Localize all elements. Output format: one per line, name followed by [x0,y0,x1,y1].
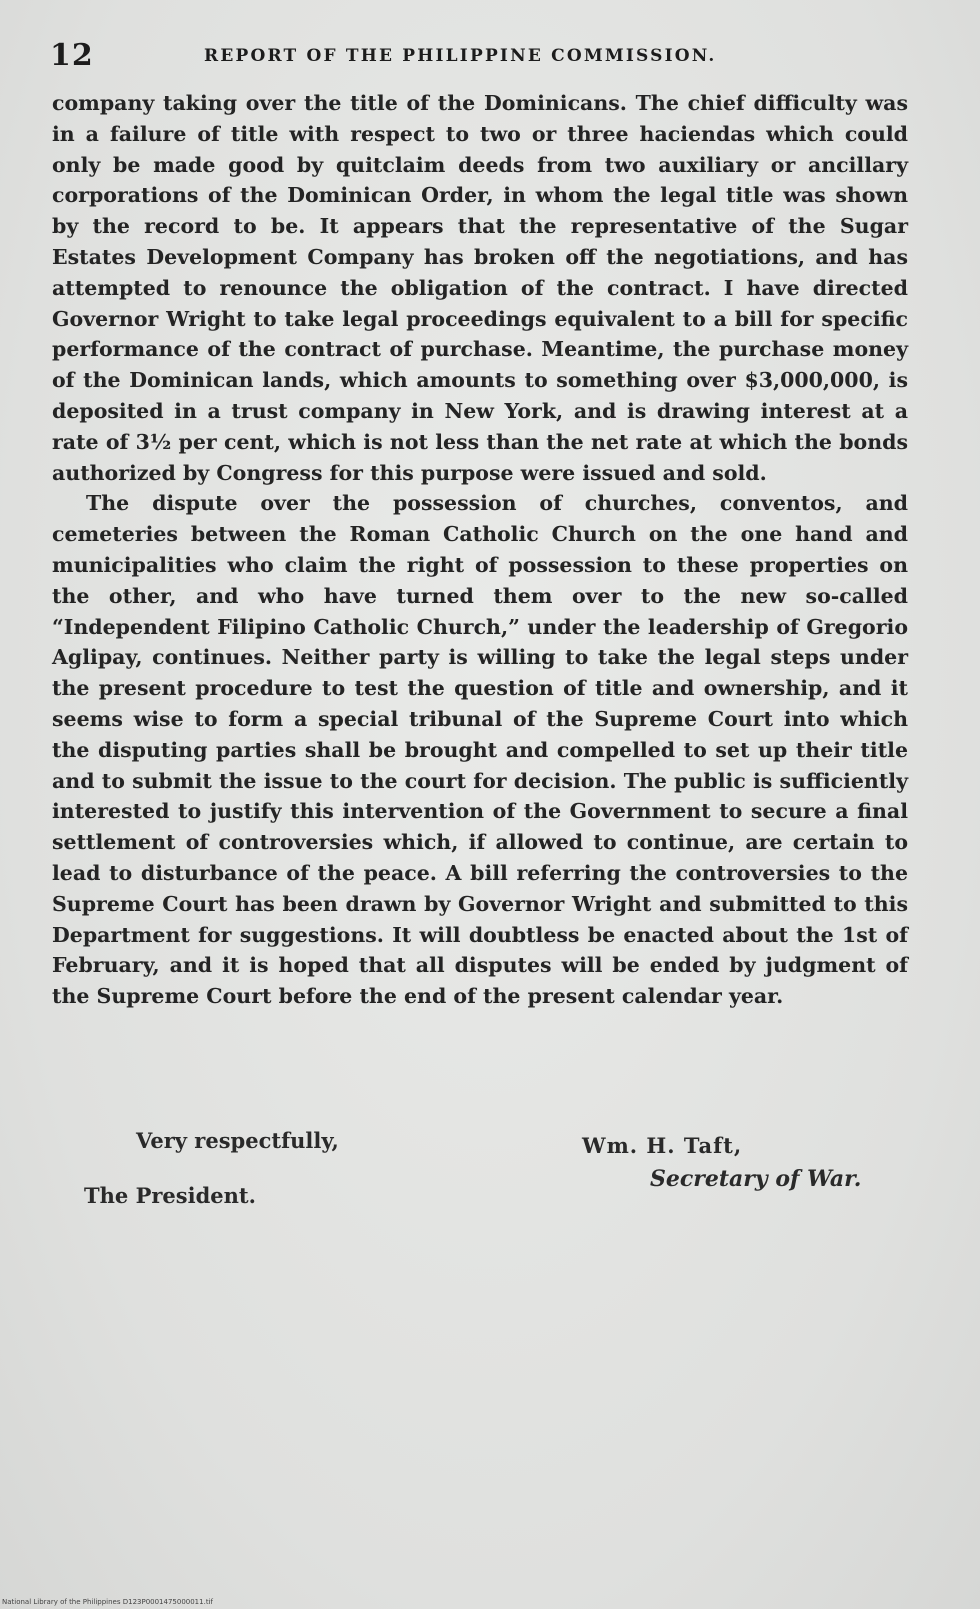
body-text [52,88,908,1012]
page-header [50,38,920,78]
signer-title: Secretary of War. [650,1166,862,1192]
running-head: REPORT OF THE PHILIPPINE COMMISSION. [204,46,717,66]
signer-name: Wm. H. Taft, [582,1133,743,1158]
scan-credit: National Library of the Philippines D123P0001475000011.tif [2,1598,213,1606]
page-number: 12 [50,38,94,73]
paragraph-1: company taking over the title of the Dominicans. The chief difficulty was in a failure of title with respect to two or three haciendas which could only be made good by quitclaim deeds from two auxiliary or ancillary corporations of the Dominican Order, in whom the legal title was shown by the record to be. It appears that the representative of the Sugar Estates Development Company has broken off the negotiations, and has attempted to renounce the obligation of the contract. I have directed Governor Wright to take legal proceedings equivalent to a bill for specific performance of the contract of purchase. Meantime, the purchase money of the Dominican lands, which amounts to something over $3,000,000, is deposited in a trust company in New York, and is drawing interest at a rate of 3½ per cent, which is not less than the net rate at which the bonds authorized by Congress for this purpose were issued and sold. [52,91,908,485]
closing-salutation: Very respectfully, [136,1128,339,1153]
addressee: The President. [84,1183,256,1208]
paragraph-2: The dispute over the possession of churches, conventos, and cemeteries between the Roman Catholic Church on the one hand and municipalities who claim the right of possession to these properties on the other, and who have turned them over to the new so-called “Independent Filipino Catholic Church,” under the leadership of Gregorio Aglipay, continues. Neither party is willing to take the legal steps under the present procedure to test the question of title and ownership, and it seems wise to form a special tribunal of the Supreme Court into which the disputing parties shall be brought and compelled to set up their title and to submit the issue to the court for decision. The public is sufficiently interested to justify this intervention of the Government to secure a final settlement of controversies which, if allowed to continue, are certain to lead to disturbance of the peace. A bill referring the controversies to the Supreme Court has been drawn by Governor Wright and submitted to this Department for suggestions. It will doubtless be enacted about the 1st of February, and it is hoped that all disputes will be ended by judgment of the Supreme Court before the end of the present calendar year. [52,491,908,1009]
